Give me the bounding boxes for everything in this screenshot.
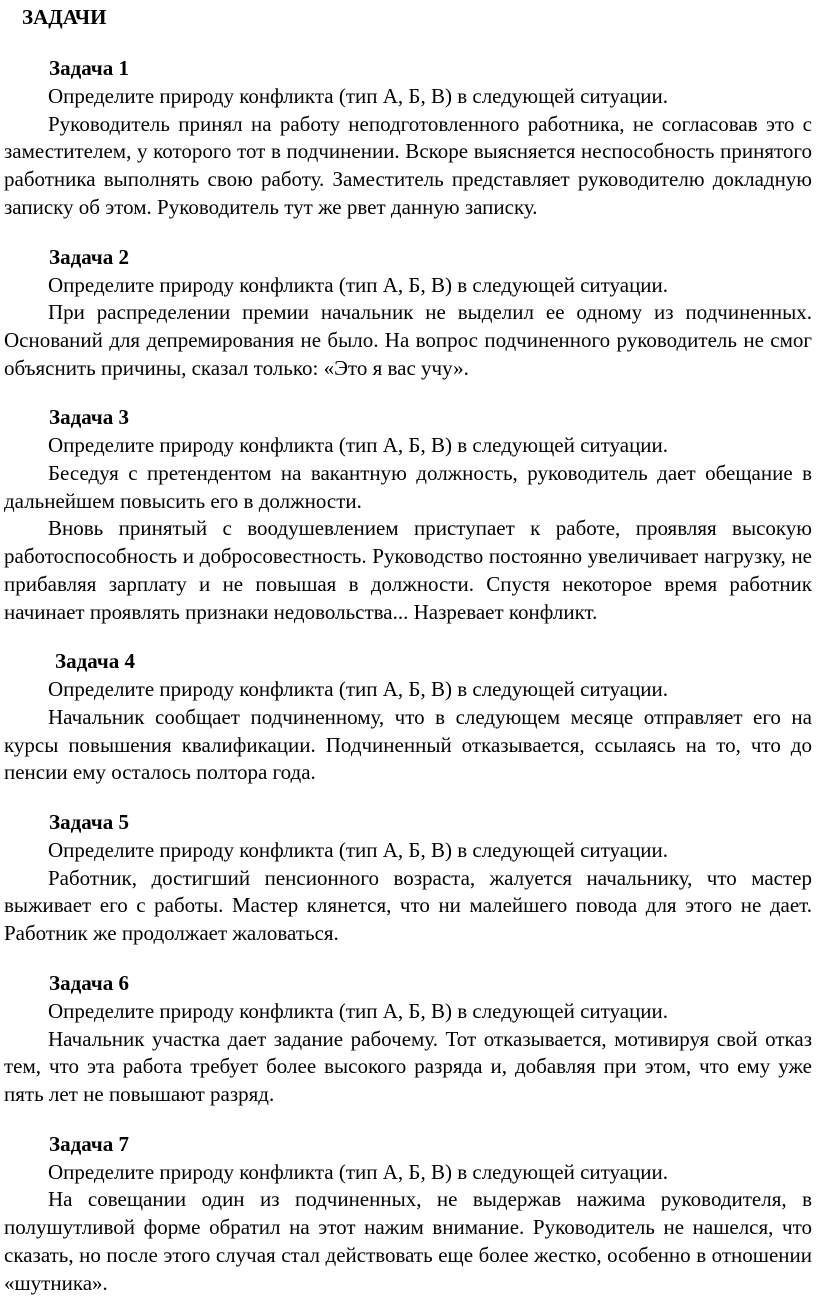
task-question: Определите природу конфликта (тип А, Б, В) в следующей ситуации. <box>48 433 669 458</box>
task-paragraph: Начальник сообщает подчиненному, что в следующем месяце отправляет его на курсы повышения квалификации. Подчиненный отказывается, ссылаясь на то, что до пенсии ему осталось полтора года. <box>4 704 812 785</box>
task-heading: Задача 6 <box>49 970 129 995</box>
task-heading: Задача 7 <box>49 1131 129 1156</box>
task-6 <box>4 969 812 1109</box>
task-paragraph: Работник, достигший пенсионного возраста, жалуется начальнику, что мастер выживает его с работы. Мастер клянется, что ни малейшего повода для этого не дает. Работник же продолжает жаловаться. <box>4 865 812 946</box>
task-question: Определите природу конфликта (тип А, Б, В) в следующей ситуации. <box>48 998 669 1023</box>
task-question: Определите природу конфликта (тип А, Б, В) в следующей ситуации. <box>48 838 669 863</box>
task-heading: Задача 2 <box>49 244 129 269</box>
task-paragraph: На совещании один из подчиненных, не выдержав нажима руководителя, в полушутливой форме обратил на этот нажим внимание. Руководитель не нашелся, что сказать, но после этого случая стал действовать еще более жестко, особенно в отношении «шутника». <box>4 1187 812 1295</box>
task-heading: Задача 3 <box>49 405 129 430</box>
task-question: Определите природу конфликта (тип А, Б, В) в следующей ситуации. <box>48 272 669 297</box>
task-paragraph: Руководитель принял на работу неподготовленного работника, не согласовав это с заместителем, у которого тот в подчинении. Вскоре выясняется неспособность принятого работника выполнять свою работу. Заместитель представляет руководителю докладную записку об этом. Руководитель тут же рвет данную записку. <box>4 111 812 219</box>
task-7 <box>4 1130 812 1297</box>
task-1 <box>4 54 812 222</box>
page-title: ЗАДАЧИ <box>22 5 107 29</box>
task-2 <box>4 243 812 383</box>
task-question: Определите природу конфликта (тип А, Б, В) в следующей ситуации. <box>48 1159 669 1184</box>
task-heading: Задача 1 <box>49 56 129 80</box>
task-paragraph: Начальник участка дает задание рабочему. Тот отказывается, мотивируя свой отказ тем, что эта работа требует более высокого разряда и, добавляя при этом, что ему уже пять лет не повышают разряд. <box>4 1026 812 1106</box>
task-paragraph: При распределении премии начальник не выделил ее одному из подчиненных. Оснований для депремирования не было. На вопрос подчиненного руководитель не смог объяснить причины, сказал только: «Это я вас учу». <box>4 300 812 380</box>
task-paragraph: Вновь принятый с воодушевлением приступает к работе, проявляя высокую работоспособность и добросовестность. Руководство постоянно увеличивает нагрузку, не прибавляя зарплату и не повышая в должности. Спустя некоторое время работник начинает проявлять признаки недовольства... Назревает конфликт. <box>4 516 812 624</box>
task-5 <box>4 808 812 948</box>
task-heading: Задача 5 <box>49 810 129 835</box>
task-4 <box>4 647 812 787</box>
task-3 <box>4 403 812 626</box>
task-question: Определите природу конфликта (тип А, Б, В) в следующей ситуации. <box>48 677 669 702</box>
task-paragraph: Беседуя с претендентом на вакантную должность, руководитель дает обещание в дальнейшем повысить его в должности. <box>4 461 812 513</box>
task-heading: Задача 4 <box>55 649 135 674</box>
task-question: Определите природу конфликта (тип А, Б, В) в следующей ситуации. <box>48 84 669 108</box>
